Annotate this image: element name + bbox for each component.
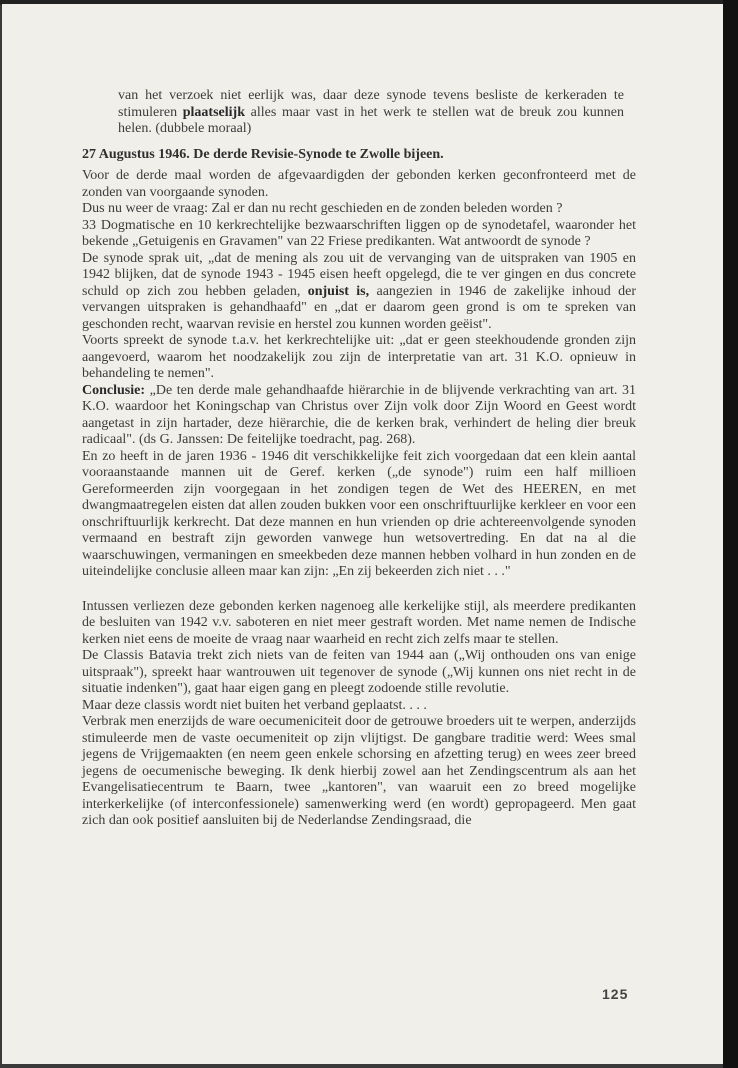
paragraph-5-bold: onjuist is, [307,283,370,299]
page-number: 125 [602,986,629,1002]
paragraph-7 [82,383,636,449]
paragraph-11: Maar deze classis wordt niet buiten het verband geplaatst. . . . [82,697,427,713]
section-heading: 27 Augustus 1946. De derde Revisie-Synode te Zwolle bijeen. [82,146,444,162]
intro-text-1: van het verzoek niet eerlijk was, daar deze synode tevens besliste de kerkeraden te stimuleren [118,88,624,120]
paragraph-6: Voorts spreekt de synode t.a.v. het kerkrechtelijke uit: „dat er geen steekhoudende gronden zijn aangevoerd, waarom het noodzakelijk zou zijn de interpretatie van art. 31 K.O. opnieuw in behandeling te nemen". [82,333,636,381]
paragraph-9: Intussen verliezen deze gebonden kerken nagenoeg alle kerkelijke stijl, als meerdere predikanten de besluiten van 1942 v.v. saboteren en niet meer gestraft worden. Met name nemen de Indische kerken niet eens de moeite de vraag naar waarheid en recht zich zelfs maar te stellen. [82,598,636,647]
intro-bold: plaatselijk [182,104,245,120]
scan-right-border [723,0,738,1068]
paragraph-5 [82,251,636,334]
paragraph-10: De Classis Batavia trekt zich niets van de feiten van 1944 aan („Wij onthouden ons van enige uitspraak"), spreekt haar wantrouwen uit tegenover de synode („Wij kunnen ons niet recht in de situatie indenken"), gaat haar eigen gang en pleegt zodoende stille revolutie. [82,648,636,696]
conclusion-text: „De ten derde male gehandhaafde hiërarchie in de blijvende verkrachting van art. 31 K.O. waardoor het Koningschap van Christus over Zijn volk door Zijn Woord en Geest wordt aangetast in zijn hartader, deze hiërarchie, die de kerken brak, verhindert de heling dier breuk radicaal". (ds G. Janssen: De feitelijke toedracht, pag. 268). [82,382,637,447]
paragraph-4: 33 Dogmatische en 10 kerkrechtelijke bezwaarschriften liggen op de synodetafel, waaronder het bekende „Getuigenis en Gravamen" van 22 Friese predikanten. Wat antwoordt de synode ? [82,217,636,249]
paragraph-2: Voor de derde maal worden de afgevaardigden der gebonden kerken geconfronteerd met de zonden van voorgaande synoden. [82,168,636,200]
paragraph-8: En zo heeft in de jaren 1936 - 1946 dit verschikkelijke feit zich voorgedaan dat een klein aantal vooraanstaande mannen uit de Geref. kerken („de synode") ruim een half millioen Gereformeerden zijn voorgegaan in het zondigen tegen de Wet des HEEREN, en met dwangmaatregelen eisten dat allen zouden bukken voor een onschriftuurlijke kerkleer en voor een onschriftuurlijk kerkrecht. Dat deze mannen en hun vrienden op drie achtereenvolgende synoden vermaand en bestraft zijn geworden vanwege hun wetsovertreding. En dat na al die waarschuwingen, vermaningen en smeekbeden deze mannen hebben volhard in hun zonden en de uiteindelijke conclusie alleen maar kan zijn: „En zij bekeerden zich niet . . ." [82,448,636,579]
paragraph-3: Dus nu weer de vraag: Zal er dan nu recht geschieden en de zonden beleden worden ? [82,201,563,216]
intro-paragraph [82,88,636,138]
intro-text-2: alles maar vast in het werk te stellen wat de breuk zou kunnen helen. (dubbele moraal) [118,104,624,136]
paragraph-12: Verbrak men enerzijds de ware oecumeniciteit door de getrouwe broeders uit te werpen, anderzijds stimuleerde men de vaste oecumeniteit op zijn vlijtigst. De gangbare traditie werd: Wees smal jegens de Vrijgemaakten (en neem geen enkele schorsing en afzetting terug) en wees zeer breed jegens de oecumenische beweging. Ik denk hierbij zowel aan het Zendingscentrum als aan het Evangelisatiecentrum te Baarn, twee „kantoren", van waaruit een zo breed mogelijke interkerkelijke (of interconfessionele) samenwerking werd (en wordt) gepropageerd. Men gaat zich dan ook positief aansluiten bij de Nederlandse Zendingsraad, die [82,714,636,828]
paragraph-5a: De synode sprak uit, „dat de mening als zou uit de vervanging van de uitspraken van 1905 en 1942 blijken, dat de synode 1943 - 1945 eisen heeft opgelegd, die te ver gingen en dus concrete schuld op zich zou hebben geladen, [82,250,636,299]
page-text [82,88,636,830]
conclusion-label: Conclusie: [82,382,145,398]
paragraph-5c: aangezien in 1946 de zakelijke inhoud der vervangen uitspraken is gehandhaafd" en „dat er daarom geen grond is om te spreken van geschonden recht, waarvan revisie en herstel zou kunnen worden geëist". [82,283,637,332]
